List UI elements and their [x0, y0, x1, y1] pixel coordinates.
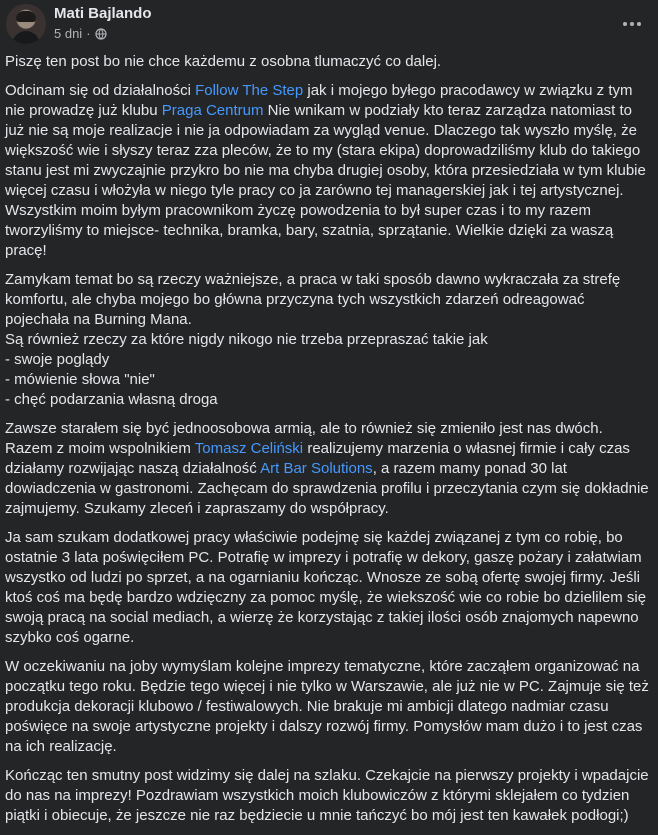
meta-separator: · — [86, 26, 91, 41]
paragraph-plans: W oczekiwaniu na joby wymyślam kolejne imprezy tematyczne, które zacząłem organizować na początku tego roku. Będzie tego więcej i nie tylko w Warszawie, ale już nie w PC. Zajmuje się też produkcja dekoracji klubowo / festiwalowych. Nie brakuje mi ambicji dlatego nadmiar czasu poświęce na swoje artystyczne projekty i dalszy rozwój firmy. Pomysłów mam dużo i to jest czas na ich realizację. — [5, 658, 649, 755]
post-meta — [54, 26, 107, 41]
avatar[interactable] — [6, 4, 46, 44]
paragraph-closing-topic: Zamykam temat bo są rzeczy ważniejsze, a praca w taki sposób dawno wykraczała za strefę komfortu, ale chyba mojego bo główna przyczyna tych wszystkich zdarzeń odreagować pojechała na Burning Mana. Są również rzeczy za które nigdy nikogo nie trzeba przepraszać takie jak - swoje poglądy - mówienie słowa "nie" - chęć podarzania własną droga — [5, 270, 651, 410]
more-options-icon — [623, 22, 627, 26]
post-header — [6, 4, 650, 44]
paragraph-farewell: Kończąc ten smutny post widzimy się dalej na szlaku. Czekajcie na pierwszy projekty i wpadajcie do nas na imprezy! Pozdrawiam wszystkich moich klubowiczów z którymi sklejałem co tydzien piątki i obiecuje, że jeszcze nie raz będziecie u mnie tańczyć bo mój jest ten kawałek podłogi;) — [5, 767, 649, 824]
post-timestamp[interactable]: 5 dni — [54, 26, 83, 41]
paragraph-intro: Piszę ten post bo nie chce każdemu z osobna tlumaczyć co dalej. — [5, 53, 442, 70]
page-link-follow-the-step[interactable]: Follow The Step — [195, 82, 304, 99]
author-name[interactable]: Mati Bajlando — [54, 5, 152, 22]
list-item: - swoje poglądy — [5, 351, 110, 368]
paragraph-leaving: Odcinam się od działalności Follow The Step jak i mojego byłego pracodawcy w związku z tym nie prowadzę już klubu Praga Centrum Nie wnikam w podziały kto teraz zarządza natomiast to już nie są moje realizacje i nie ja odpowiadam za wygląd venue. Dlaczego tak wyszło myślę, że większość wie i słyszy teraz zza pleców, że to my (stara ekipa) doprowadziliśmy klub do takiego stanu jest mi zwyczajnie przykro bo nie ma chyba drugiej osoby, która przesiedziała w tym klubie więcej czasu i włożyła w niego tyle pracy co ja zarówno tej managerskiej jak i tej artystycznej. Wszystkim moim byłym pracownikom życzę powodzenia to był super czas i to my razem tworzyliśmy to miejsce- technika, bramka, bary, szatnia, sprzątanie. Wielkie dzięki za waszą pracę! — [5, 82, 646, 259]
page-link-praga-centrum[interactable]: Praga Centrum — [161, 102, 264, 119]
paragraph-partnership: Zawsze starałem się być jednoosobowa armią, ale to również się zmieniło jest nas dwóch. Razem z moim wspolnikiem Tomasz Celiński realizujemy marzenia o własnej firmie i cały czas działamy rozwijając naszą działalność Art Bar Solutions, a razem mamy ponad 30 lat dowiadczenia w gastronomi. Zachęcam do sprawdzenia profilu i przeczytania czym się dokładnie zajmujemy. Szukamy zleceń i zapraszamy do współpracy. — [5, 420, 649, 517]
list-item: - mówienie słowa "nie" — [5, 371, 155, 388]
post-text — [5, 52, 651, 835]
list-item: - chęć podarzania własną droga — [5, 391, 218, 408]
globe-icon — [95, 28, 107, 40]
more-options-button[interactable] — [614, 10, 650, 38]
paragraph-job-search: Ja sam szukam dodatkowej pracy właściwie podejmę się każdej związanej z tym co robię, bo ostatnie 3 lata poświęciłem PC. Potrafię w imprezy i potrafię w dekory, gaszę pożary i załatwiam wszystko od ludzi po sprzet, a na ogarnianiu kończąc. Wnosze ze sobą ofertę swojej firmy. Jeśli ktoś coś ma będę bardzo wdzięczny za pomoc myślę, że wiekszość wie co robie bo dzielilem się swoją pracą na social mediach, a wierzę że korzystając z takiej ilości osób znajomych napewno szybko coś ogarne. — [5, 529, 647, 646]
page-link-art-bar-solutions[interactable]: Art Bar Solutions — [260, 460, 373, 477]
profile-link-tomasz-celinski[interactable]: Tomasz Celiński — [194, 440, 304, 457]
